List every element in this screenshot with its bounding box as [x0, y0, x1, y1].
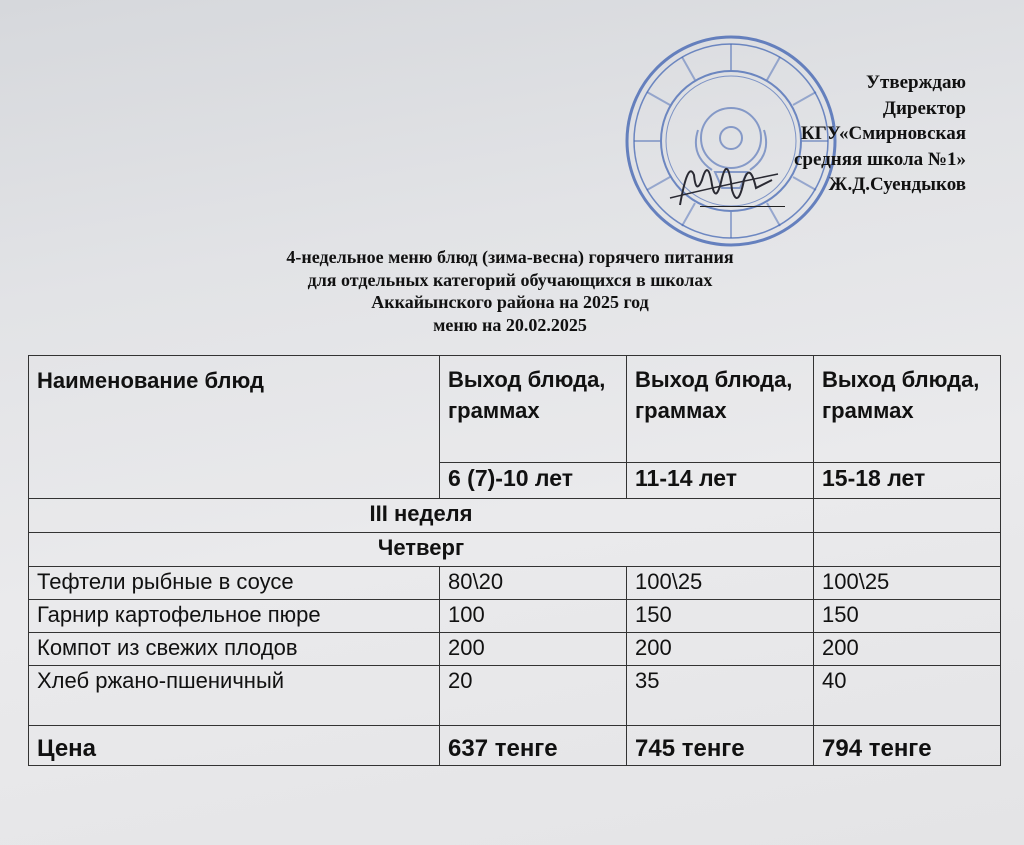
document-title — [170, 246, 850, 336]
title-date: меню на 20.02.2025 — [433, 314, 587, 335]
day-row — [29, 533, 1001, 567]
dish-output-3: 100\25 — [814, 567, 1001, 600]
day-label: Четверг — [29, 533, 814, 567]
dish-name: Гарнир картофельное пюре — [29, 600, 440, 633]
price-row — [29, 726, 1001, 766]
header-output-col-1: Выход блюда, граммах — [440, 356, 627, 463]
approval-organization-line2: средняя школа №1» — [793, 148, 966, 170]
table-row — [29, 567, 1001, 600]
week-empty-cell — [814, 499, 1001, 533]
dish-output-1: 80\20 — [440, 567, 627, 600]
title-line-2: для отдельных категорий обучающихся в школах — [307, 269, 713, 290]
signature-line — [700, 206, 785, 207]
approval-block — [794, 70, 966, 198]
week-row — [29, 499, 1001, 533]
title-line-3: Аккайынского района на 2025 год — [371, 292, 649, 312]
table-row — [29, 633, 1001, 666]
price-value-3: 794 тенге — [814, 726, 1001, 766]
dish-output-1: 20 — [440, 666, 627, 726]
dish-output-1: 100 — [440, 600, 627, 633]
age-group-3: 15-18 лет — [814, 463, 1001, 499]
dish-output-2: 35 — [627, 666, 814, 726]
approval-organization: КГУ«Смирновская — [800, 123, 966, 144]
title-line-1: 4-недельное меню блюд (зима-весна) горячего питания — [286, 247, 734, 267]
table-row — [29, 666, 1001, 726]
price-value-2: 745 тенге — [627, 726, 814, 766]
dish-output-3: 200 — [814, 633, 1001, 666]
header-row — [29, 356, 1001, 463]
menu-table — [28, 355, 1001, 766]
age-group-1: 6 (7)-10 лет — [440, 463, 627, 499]
approval-position: Директор — [882, 97, 966, 119]
dish-name: Компот из свежих плодов — [29, 633, 440, 666]
dish-name: Хлеб ржано-пшеничный — [29, 666, 440, 726]
approval-director-name: Ж.Д.Суендыков — [828, 174, 966, 195]
day-empty-cell — [814, 533, 1001, 567]
dish-name: Тефтели рыбные в соусе — [29, 567, 440, 600]
approval-label: Утверждаю — [866, 72, 966, 93]
dish-output-3: 40 — [814, 666, 1001, 726]
dish-output-1: 200 — [440, 633, 627, 666]
header-dish-name: Наименование блюд — [29, 356, 440, 499]
price-value-1: 637 тенге — [440, 726, 627, 766]
header-output-col-3: Выход блюда, граммах — [814, 356, 1001, 463]
table-row — [29, 600, 1001, 633]
dish-output-2: 150 — [627, 600, 814, 633]
price-label: Цена — [29, 726, 440, 766]
dish-output-2: 200 — [627, 633, 814, 666]
dish-output-3: 150 — [814, 600, 1001, 633]
age-group-2: 11-14 лет — [627, 463, 814, 499]
director-signature — [660, 150, 790, 220]
week-label: III неделя — [29, 499, 814, 533]
header-output-col-2: Выход блюда, граммах — [627, 356, 814, 463]
dish-output-2: 100\25 — [627, 567, 814, 600]
